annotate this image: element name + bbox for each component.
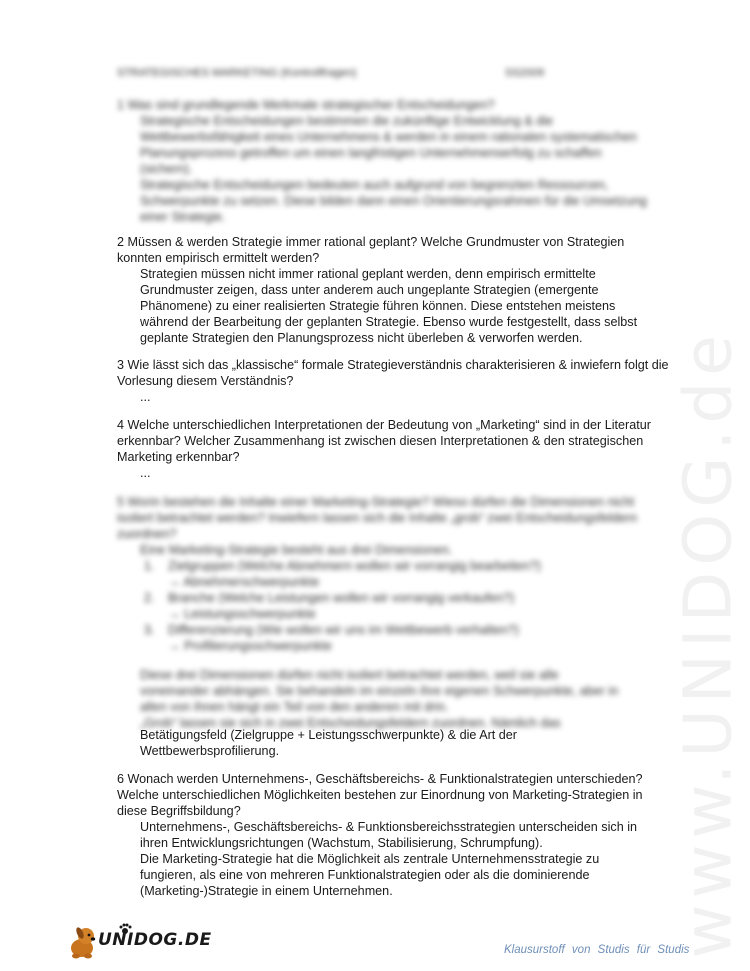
question-3-heading-cont: Vorlesung diesem Verständnis? bbox=[117, 374, 294, 388]
answer-line: Planungsprozess getroffen um einen langfristigen Unternehmenserfolg zu schaffen bbox=[140, 146, 602, 160]
answer-line: voneinander abhängen. Sie behandeln im einzeln ihre eigenen Schwerpunkte, aber in bbox=[140, 684, 619, 698]
question-1-heading: 1 Was sind grundlegende Merkmale strategischer Entscheidungen? bbox=[117, 98, 495, 112]
question-4-heading: 4 Welche unterschiedlichen Interpretationen der Bedeutung von „Marketing“ sind in der Literatur bbox=[117, 418, 651, 432]
list-item-sub: → Leistungsschwerpunkte bbox=[168, 607, 316, 621]
answer-line: ihren Entwicklungsrichtungen (Wachstum, Stabilisierung, Schrumpfung). bbox=[140, 836, 543, 850]
answer-placeholder: ... bbox=[140, 466, 151, 480]
question-6-heading-cont: Welche unterschiedlichen Möglichkeiten bestehen zur Einordnung von Marketing-Strategien in bbox=[117, 788, 643, 802]
answer-line: Strategische Entscheidungen bestimmen die zukünftige Entwicklung & die bbox=[140, 114, 554, 128]
answer-line: Unternehmens-, Geschäftsbereichs- & Funktionsbereichsstrategien unterscheiden sich in bbox=[140, 820, 638, 834]
answer-line: Wettbewerbsprofilierung. bbox=[140, 744, 280, 758]
question-5-heading-cont: zuordnen? bbox=[117, 527, 177, 541]
answer-line: „Grob“ lassen sie sich in zwei Entscheidungsfeldern zuordnen. Nämlich das bbox=[140, 716, 561, 730]
answer-line: geplante Strategien den Planungsprozess nicht überleben & verworfen werden. bbox=[140, 331, 583, 345]
list-item: Branche (Welche Leistungen wollen wir vorrangig verkaufen?) bbox=[168, 591, 515, 605]
question-6-heading-cont: diese Begriffsbildung? bbox=[117, 804, 241, 818]
list-item-sub: → Abnehmerschwerpunkte bbox=[168, 575, 320, 589]
answer-line: Grundmuster zeigen, dass unter anderem auch ungeplante Strategien (emergente bbox=[140, 283, 599, 297]
footer-tagline: Klausurstoff von Studis für Studis bbox=[504, 944, 690, 956]
dog-icon bbox=[66, 924, 100, 960]
list-number: 3. bbox=[144, 623, 155, 637]
answer-line: Diese drei Dimensionen dürfen nicht isoliert betrachtet werden, weil sie alle bbox=[140, 668, 559, 682]
answer-line: fungieren, als eine von mehreren Funktionalstrategien oder als die dominierende bbox=[140, 868, 590, 882]
list-number: 2. bbox=[144, 591, 155, 605]
list-item: Differenzierung (Wie wollen wir uns im Wettbewerb verhalten?) bbox=[168, 623, 519, 637]
list-item: Zielgruppen (Welche Abnehmern wollen wir vorrangig bearbeiten?) bbox=[168, 559, 541, 573]
answer-placeholder: ... bbox=[140, 390, 151, 404]
answer-line: Schwerpunkte zu setzen. Diese bilden dann einen Orientierungsrahmen für die Umsetzung bbox=[140, 194, 647, 208]
question-5-heading: 5 Worin bestehen die Inhalte einer Marketing-Strategie? Wieso dürfen die Dimensionen nicht bbox=[117, 495, 635, 509]
logo-text: UNIDOG.DE bbox=[98, 930, 212, 950]
watermark-text: www.UNIDOG.de bbox=[669, 329, 747, 959]
question-3-heading: 3 Wie lässt sich das „klassische“ formale Strategieverständnis charakterisieren & inwiefern folgt die bbox=[117, 358, 669, 372]
question-5-heading-cont: isoliert betrachtet werden? Inwiefern lassen sich die Inhalte „grob“ zwei Entscheidungsfeldern bbox=[117, 511, 638, 525]
answer-line: einer Strategie. bbox=[140, 210, 226, 224]
question-6-heading: 6 Wonach werden Unternehmens-, Geschäftsbereichs- & Funktionalstrategien unterschieden? bbox=[117, 772, 643, 786]
list-item-sub: → Profilierungsschwerpunkte bbox=[168, 639, 332, 653]
answer-line: Strategische Entscheidungen bedeuten auch aufgrund von begrenzten Ressourcen, bbox=[140, 178, 609, 192]
answer-line: (Marketing-)Strategie in einem Unternehmen. bbox=[140, 884, 393, 898]
answer-line: Wettbewerbsfähigkeit eines Unternehmens & werden in einem rationalen systematischen bbox=[140, 130, 637, 144]
question-2-heading-cont: konnten empirisch ermittelt werden? bbox=[117, 251, 320, 265]
answer-line: während der Bearbeitung der geplanten Strategie. Ebenso wurde festgestellt, dass selbst bbox=[140, 315, 638, 329]
watermark bbox=[648, 329, 750, 959]
answer-line: Eine Marketing-Strategie besteht aus drei Dimensionen. bbox=[140, 543, 453, 557]
answer-line: Phänomene) zu einer realisierten Strategie führen können. Diese entstehen meistens bbox=[140, 299, 616, 313]
question-4-heading-cont: erkennbar? Welcher Zusammenhang ist zwischen diesen Interpretationen & den strategischen bbox=[117, 434, 644, 448]
answer-line: Strategien müssen nicht immer rational geplant werden, denn empirisch ermittelte bbox=[140, 267, 596, 281]
answer-line: allen von ihnen hängt ein Teil von den anderen mit drin. bbox=[140, 700, 449, 714]
question-2-heading: 2 Müssen & werden Strategie immer rational geplant? Welche Grundmuster von Strategien bbox=[117, 235, 625, 249]
unidog-logo bbox=[66, 924, 212, 964]
list-number: 1. bbox=[144, 559, 155, 573]
answer-line: Die Marketing-Strategie hat die Möglichkeit als zentrale Unternehmensstrategie zu bbox=[140, 852, 600, 866]
document-term: SS2009 bbox=[505, 67, 545, 79]
question-4-heading-cont: Marketing erkennbar? bbox=[117, 450, 240, 464]
answer-line: (sichern). bbox=[140, 162, 193, 176]
document-title: STRATEGISCHES MARKETING (Kontrollfragen) bbox=[117, 67, 357, 79]
answer-line: Betätigungsfeld (Zielgruppe + Leistungsschwerpunkte) & die Art der bbox=[140, 728, 517, 742]
